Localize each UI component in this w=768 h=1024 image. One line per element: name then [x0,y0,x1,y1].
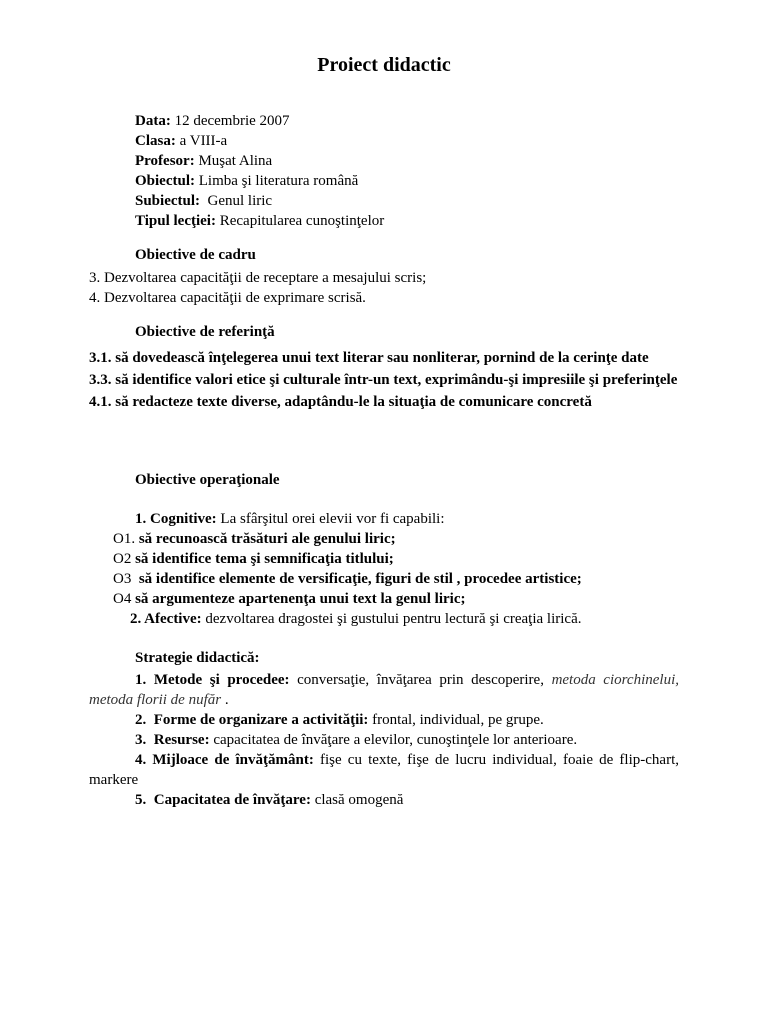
section-heading-strategie: Strategie didactică: [135,650,260,666]
list-item: 3. Dezvoltarea capacităţii de receptare a mesajului scris; [89,270,427,286]
meta-class: Clasa: a VIII-a [135,133,228,149]
list-item: 4. Dezvoltarea capacităţii de exprimare scrisă. [89,290,366,306]
strategie-list [89,670,679,810]
meta-topic: Subiectul: Genul liric [135,193,273,209]
list-item: O4 să argumenteze apartenenţa unui text la genul liric; [113,591,466,607]
list-item: 3.3. să identifice valori etice şi culturale într-un text, exprimându-şi impresiile şi preferinţele [89,372,678,388]
cognitive-line: 1. Cognitive: La sfârşitul orei elevii vor fi capabili: [135,511,445,527]
meta-subject-area: Obiectul: Limba şi literatura română [135,173,359,189]
list-item: O2 să identifice tema şi semnificaţia titlului; [113,551,394,567]
document-title: Proiect didactic [317,54,451,76]
obiective-referinta-list [89,347,679,413]
list-item: 4.1. să redacteze texte diverse, adaptându-le la situaţia de comunicare concretă [89,394,592,410]
mijloace-line: 4. Mijloace de învăţământ: fişe cu texte, fişe de lucru individual, foaie de flip-chart, markere [89,752,679,788]
meta-date: Data: 12 decembrie 2007 [135,113,290,129]
section-heading-obiective-referinta: Obiective de referinţă [135,324,275,340]
afective-line: 2. Afective: dezvoltarea dragostei şi gustului pentru lectură şi creaţia lirică. [130,611,582,627]
list-item: O3 să identifice elemente de versificaţie, figuri de stil , procedee artistice; [113,571,582,587]
obiective-cadru-list [89,268,679,308]
list-item: 3.1. să dovedească înţelegerea unui text literar sau nonliterar, pornind de la cerinţe date [89,350,649,366]
list-item: O1. să recunoască trăsături ale genului liric; [113,531,396,547]
meta-teacher: Profesor: Muşat Alina [135,153,273,169]
forme-line: 2. Forme de organizare a activităţii: frontal, individual, pe grupe. [135,712,544,728]
section-heading-obiective-cadru: Obiective de cadru [135,247,256,263]
metode-line: 1. Metode şi procedee: conversaţie, învăţarea prin descoperire, metoda ciorchinelui, metoda florii de nufăr . [89,672,679,708]
obiective-operationale-list [89,509,679,629]
meta-lesson-type: Tipul lecţiei: Recapitularea cunoştinţelor [135,213,385,229]
resurse-line: 3. Resurse: capacitatea de învăţare a elevilor, cunoştinţele lor anterioare. [135,732,578,748]
lesson-metadata [135,111,384,231]
section-heading-obiective-operationale: Obiective operaţionale [135,472,280,488]
capacitatea-line: 5. Capacitatea de învăţare: clasă omogenă [135,792,404,808]
